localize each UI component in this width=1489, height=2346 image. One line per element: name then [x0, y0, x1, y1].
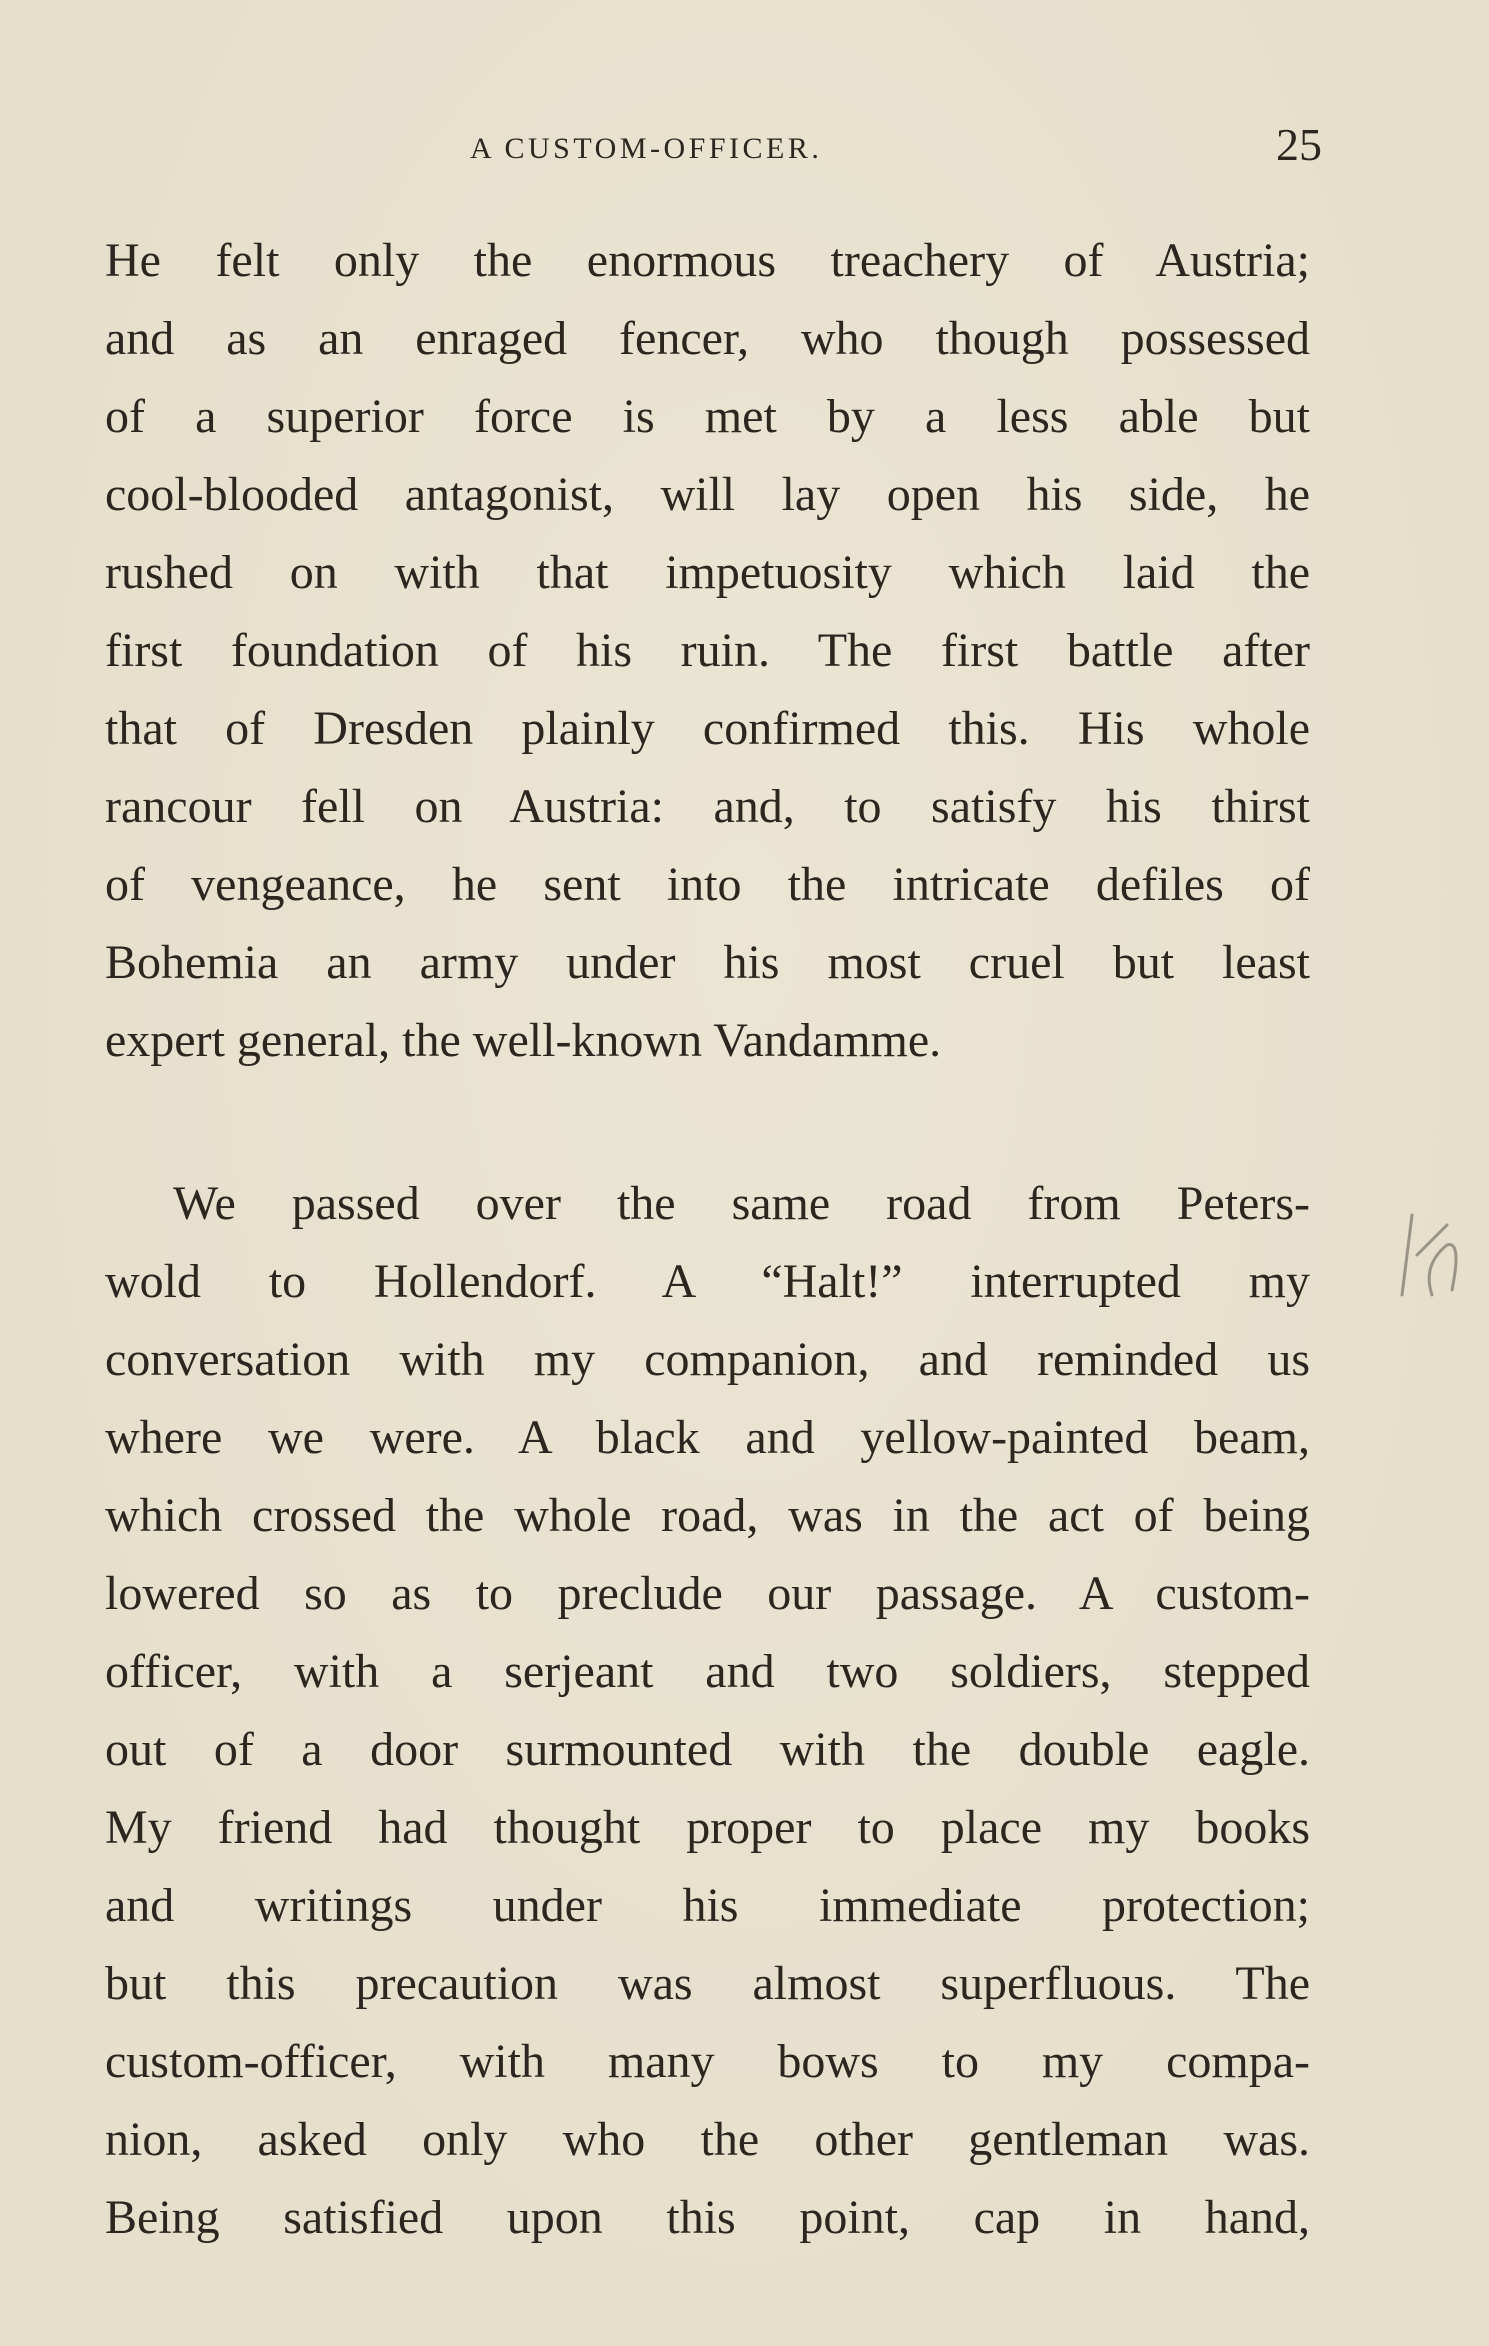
text-line: of vengeance, he sent into the intricate defiles of: [105, 858, 1310, 911]
text-line: but this precaution was almost superfluous. The: [105, 1957, 1310, 2010]
page-header: [470, 118, 1322, 178]
text-line: that of Dresden plainly confirmed this. His whole: [105, 702, 1310, 755]
text-line: officer, with a serjeant and two soldiers, stepped: [105, 1645, 1310, 1698]
text-line: He felt only the enormous treachery of Austria;: [105, 234, 1310, 287]
text-line: expert general, the well-known Vandamme.: [105, 1014, 942, 1067]
text-line: which crossed the whole road, was in the act of being: [105, 1489, 1310, 1542]
text-line: and as an enraged fencer, who though possessed: [105, 312, 1310, 365]
paragraph-1: [105, 222, 1310, 1080]
text-line: custom-officer, with many bows to my compa-: [105, 2035, 1310, 2088]
text-line: conversation with my companion, and reminded us: [105, 1333, 1310, 1386]
pencil-mark-icon: [1392, 1195, 1472, 1315]
paragraph-2: [105, 1165, 1310, 2257]
text-line: where we were. A black and yellow-painted beam,: [105, 1411, 1310, 1464]
text-line: cool-blooded antagonist, will lay open his side, he: [105, 468, 1310, 521]
text-line: and writings under his immediate protection;: [105, 1879, 1310, 1932]
text-line: rushed on with that impetuosity which laid the: [105, 546, 1310, 599]
text-line: Being satisfied upon this point, cap in hand,: [105, 2191, 1310, 2244]
text-line: first foundation of his ruin. The first battle after: [105, 624, 1310, 677]
text-line: wold to Hollendorf. A “Halt!” interrupted my: [105, 1255, 1310, 1308]
text-line: We passed over the same road from Peters-: [173, 1177, 1310, 1230]
page-number: 25: [1276, 119, 1322, 170]
text-line: rancour fell on Austria: and, to satisfy his thirst: [105, 780, 1310, 833]
text-line: out of a door surmounted with the double eagle.: [105, 1723, 1310, 1776]
running-title: A CUSTOM-OFFICER.: [470, 132, 823, 165]
text-line: of a superior force is met by a less able but: [105, 390, 1310, 443]
text-line: Bohemia an army under his most cruel but least: [105, 936, 1310, 989]
text-line: nion, asked only who the other gentleman was.: [105, 2113, 1310, 2166]
text-line: lowered so as to preclude our passage. A custom-: [105, 1567, 1310, 1620]
text-line: My friend had thought proper to place my books: [105, 1801, 1310, 1854]
